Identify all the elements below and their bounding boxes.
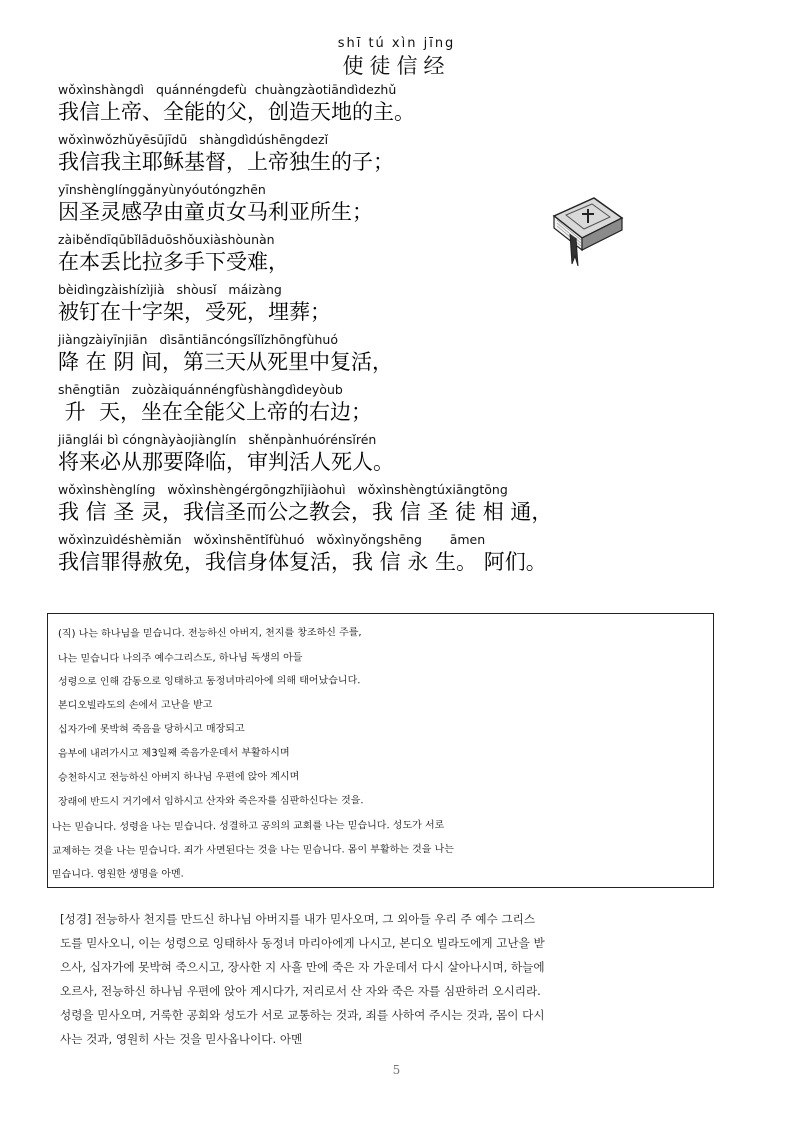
- creed-chinese: 将来必从那要降临，审判活人死人。: [58, 450, 394, 474]
- title-pinyin: shī tú xìn jīng: [337, 36, 456, 51]
- handwritten-line: 승천하시고 전능하신 아버지 하나님 우편에 앉아 계시며: [57, 771, 300, 784]
- page-number: 5: [392, 1063, 401, 1077]
- printed-line: 으사, 십자가에 못박혀 죽으시고, 장사한 지 사흘 만에 죽은 자 가운데서 다시 살아나시며, 하늘에: [60, 960, 545, 974]
- creed-chinese: 我信罪得赦免，我信身体复活，我 信 永 生。 阿们。: [58, 550, 547, 574]
- creed-pinyin: bèidìngzàishízìjià shòusǐ máizàng: [58, 282, 282, 297]
- handwritten-line: 장래에 반드시 거기에서 임하시고 산자와 죽은자를 심판하신다는 것을.: [57, 795, 364, 808]
- creed-pinyin: wǒxìnshènglíng wǒxìnshèngérgōngzhījiàohuì wǒxìnshèngtúxiāngtōng: [58, 482, 508, 497]
- handwritten-line: (직) 나는 하나님을 믿습니다. 전능하신 아버지, 천지를 창조하신 주를,: [57, 627, 362, 640]
- creed-chinese: 因圣灵感孕由童贞女马利亚所生；: [58, 200, 373, 224]
- printed-line: [성경] 전능하사 천지를 만드신 하나님 아버지를 내가 믿사오며, 그 외아들 우리 주 예수 그리스: [60, 912, 536, 926]
- bible-icon: [548, 192, 626, 272]
- creed-line: [58, 182, 618, 232]
- creed-pinyin: jiānglái bì cóngnàyàojiànglín shěnpànhuórénsǐrén: [58, 432, 377, 447]
- creed-pinyin: jiàngzàiyīnjiān dìsāntiāncóngsǐlǐzhōngfùhuó: [58, 332, 338, 347]
- handwritten-line: 믿습니다. 영원한 생명을 아멘.: [51, 868, 184, 881]
- printed-line: 도를 믿사오니, 이는 성령으로 잉태하사 동정녀 마리아에게 나시고, 본디오 빌라도에게 고난을 받: [60, 936, 545, 950]
- handwritten-line: 나는 믿습니다 나의주 예수그리스도, 하나님 독생의 아들: [57, 652, 303, 665]
- printed-line: 성령을 믿사오며, 거룩한 공회와 성도가 서로 교통하는 것과, 죄를 사하여 주시는 것과, 몸이 다시: [60, 1008, 545, 1022]
- printed-line: 사는 것과, 영원히 사는 것을 믿사옵나이다. 아멘: [60, 1032, 303, 1046]
- creed-line: [58, 232, 618, 282]
- handwritten-line: 음부에 내려가시고 제3일째 죽음가운데서 부활하시며: [57, 747, 290, 760]
- creed-chinese: 被钉在十字架，受死，埋葬；: [58, 300, 331, 324]
- creed-line: [58, 282, 618, 332]
- creed-line: [58, 132, 618, 182]
- creed-line: [58, 482, 618, 532]
- creed-line: [58, 382, 618, 432]
- page-title: 使徒信经: [342, 54, 451, 78]
- creed-pinyin: yīnshènglínggǎnyùnyóutóngzhēn: [58, 182, 266, 197]
- printed-line: 오르사, 전능하신 하나님 우편에 앉아 계시다가, 저리로서 산 자와 죽은 자를 심판하러 오시리라.: [60, 984, 541, 998]
- handwritten-line: 십자가에 못박혀 죽음을 당하시고 매장되고: [57, 723, 245, 736]
- creed-pinyin: wǒxìnwǒzhǔyēsūjīdū shàngdìdúshēngdezǐ: [58, 132, 329, 147]
- creed-line: [58, 432, 618, 482]
- korean-handwritten-box: [47, 613, 714, 888]
- creed-chinese: 我 信 圣 灵，我信圣而公之教会，我 信 圣 徒 相 通，: [58, 500, 553, 524]
- creed-pinyin: shēngtiān zuòzàiquánnéngfùshàngdìdeyòub: [58, 382, 343, 397]
- creed-line: [58, 532, 618, 582]
- creed-line: [58, 332, 618, 382]
- korean-printed-creed: [60, 907, 710, 1051]
- creed-pinyin: wǒxìnshàngdì quánnéngdefù chuàngzàotiāndìdezhǔ: [58, 82, 397, 97]
- handwritten-line: 교제하는 것을 나는 믿습니다. 죄가 사면된다는 것을 나는 믿습니다. 몸이 부활하는 것을 나는: [51, 843, 454, 858]
- creed-pinyin: wǒxìnzuìdéshèmiǎn wǒxìnshēntǐfùhuó wǒxìnyǒngshēng āmen: [58, 532, 486, 547]
- creed-chinese: 我信我主耶稣基督，上帝独生的子；: [58, 150, 394, 174]
- creed-chinese: 在本丢比拉多手下受难，: [58, 250, 289, 274]
- creed-line: [58, 82, 618, 132]
- handwritten-line: 성령으로 인해 감동으로 잉태하고 동정녀마리아에 의해 태어났습니다.: [57, 675, 361, 688]
- chinese-creed: [58, 82, 618, 582]
- handwritten-line: 나는 믿습니다. 성령을 나는 믿습니다. 성결하고 공의의 교회를 나는 믿습니다. 성도가 서로: [51, 819, 445, 834]
- creed-chinese: 降 在 阴 间，第三天从死里中复活，: [58, 350, 394, 374]
- handwritten-line: 본디오빌라도의 손에서 고난을 받고: [57, 699, 213, 712]
- creed-chinese: 升 天，坐在全能父上帝的右边；: [58, 400, 373, 424]
- creed-chinese: 我信上帝、全能的父，创造天地的主。: [58, 100, 415, 124]
- creed-pinyin: zàiběndīqūbǐlāduōshǒuxiàshòunàn: [58, 232, 275, 247]
